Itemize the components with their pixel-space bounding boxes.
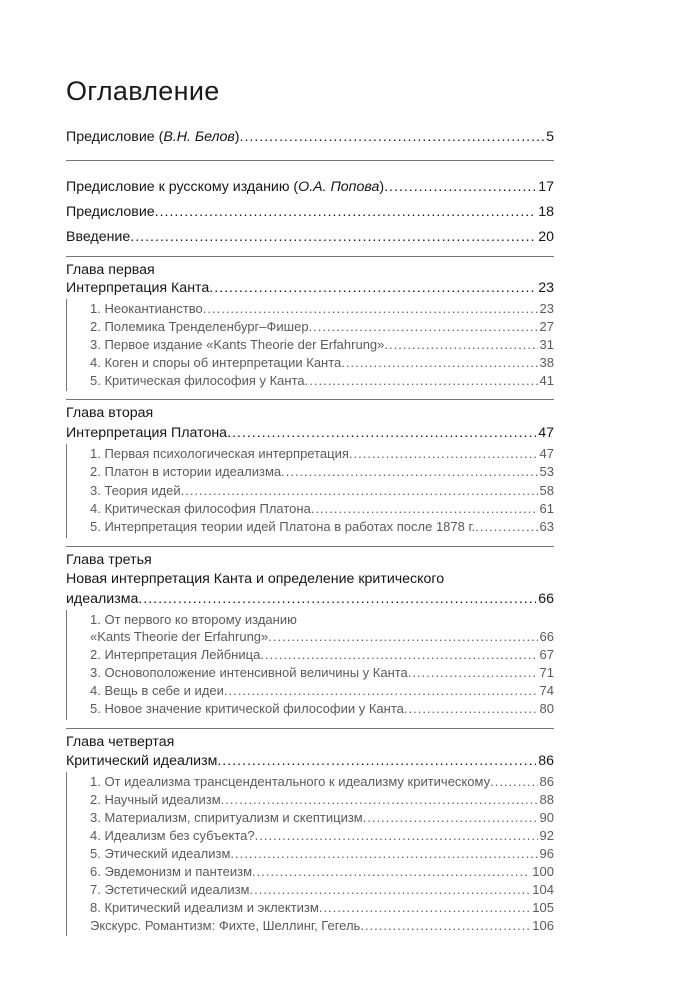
entry-text: Предисловие (В.Н. Белов) bbox=[66, 129, 240, 145]
page-number: 86 bbox=[538, 753, 554, 769]
toc-section[interactable]: 4. Критическая философия Платона ..... 61 bbox=[90, 501, 554, 516]
toc-entry-introduction[interactable] bbox=[66, 229, 554, 245]
chapter-label: Глава четвертая bbox=[66, 734, 175, 750]
toc-section[interactable]: 2. Полемика Тренделенбург–Фишер ..... 27 bbox=[90, 319, 554, 334]
toc-entry-preface[interactable] bbox=[66, 204, 554, 220]
toc-section[interactable]: 4. Коген и споры об интерпретации Канта ..... 38 bbox=[90, 355, 554, 370]
entry-text: Интерпретация Канта bbox=[66, 280, 210, 296]
toc-section[interactable]: 3. Первое издание «Kants Theorie der Erfahrung» ..... 31 bbox=[90, 337, 554, 352]
leader-dots bbox=[138, 591, 536, 607]
toc-section[interactable]: 3. Материализм, спиритуализм и скептицизм ..... 90 bbox=[90, 810, 554, 825]
entry-text: Предисловие к русскому изданию (О.А. Попова) bbox=[66, 179, 385, 195]
section-bar bbox=[66, 772, 67, 936]
toc-section[interactable]: 7. Эстетический идеализм ..... 104 bbox=[90, 882, 554, 897]
leader-dots bbox=[217, 753, 536, 769]
leader-dots bbox=[227, 425, 536, 441]
toc-section[interactable]: 6. Эвдемонизм и пантеизм ..... 100 bbox=[90, 864, 554, 879]
toc-section[interactable]: 2. Интерпретация Лейбница ..... 67 bbox=[90, 647, 554, 662]
leader-dots bbox=[130, 229, 536, 245]
toc-section[interactable]: «Kants Theorie der Erfahrung» ..... 66 bbox=[90, 629, 554, 644]
divider bbox=[66, 399, 554, 400]
toc-section[interactable]: 1. Первая психологическая интерпретация ..... 47 bbox=[90, 446, 554, 461]
section-bar bbox=[66, 610, 67, 720]
page-number: 47 bbox=[538, 425, 554, 441]
entry-text: Интерпретация Платона bbox=[66, 425, 228, 441]
toc-section[interactable]: 3. Основоположение интенсивной величины у Канта ..... 71 bbox=[90, 665, 554, 680]
page-number: 66 bbox=[538, 591, 554, 607]
entry-text: Введение bbox=[66, 229, 131, 245]
leader-dots bbox=[384, 179, 536, 195]
chapter-title-line1[interactable]: Новая интерпретация Канта и определение критического bbox=[66, 571, 445, 587]
toc-section[interactable]: 5. Этический идеализм ..... 96 bbox=[90, 846, 554, 861]
toc-section[interactable]: 4. Вещь в себе и идеи ..... 74 bbox=[90, 683, 554, 698]
page-number: 18 bbox=[538, 204, 554, 220]
toc-section[interactable]: 5. Критическая философия у Канта ..... 41 bbox=[90, 373, 554, 388]
page-number: 23 bbox=[538, 280, 554, 296]
chapter-label: Глава первая bbox=[66, 262, 155, 278]
section-line1[interactable]: 1. От первого ко второму изданию bbox=[90, 612, 297, 627]
chapter-label: Глава вторая bbox=[66, 405, 154, 421]
entry-text: Критический идеализм bbox=[66, 753, 218, 769]
leader-dots bbox=[155, 204, 537, 220]
entry-text: Предисловие bbox=[66, 204, 155, 220]
leader-dots bbox=[209, 280, 536, 296]
toc-section[interactable]: 1. От идеализма трансцендентального к идеализму критическому ..... 86 bbox=[90, 774, 554, 789]
toc-entry-chapter-2[interactable] bbox=[66, 425, 554, 441]
toc-section[interactable]: Экскурс. Романтизм: Фихте, Шеллинг, Гегель ..... 106 bbox=[90, 918, 554, 933]
page-title: Оглавление bbox=[66, 76, 220, 106]
divider bbox=[66, 160, 554, 161]
page-number: 5 bbox=[546, 129, 554, 145]
divider bbox=[66, 546, 554, 547]
divider bbox=[66, 728, 554, 729]
entry-text: идеализма bbox=[66, 591, 139, 607]
toc-entry-chapter-4[interactable] bbox=[66, 753, 554, 769]
toc-entry-chapter-3[interactable] bbox=[66, 591, 554, 607]
toc-section[interactable]: 4. Идеализм без субъекта? ..... 92 bbox=[90, 828, 554, 843]
section-bar bbox=[66, 444, 67, 538]
page-number: 17 bbox=[538, 179, 554, 195]
section-bar bbox=[66, 299, 67, 391]
toc-entry-chapter-1[interactable] bbox=[66, 280, 554, 296]
divider bbox=[66, 256, 554, 257]
toc-entry-preface-belov[interactable] bbox=[66, 129, 554, 145]
chapter-label: Глава третья bbox=[66, 552, 152, 568]
page-number: 20 bbox=[538, 229, 554, 245]
toc-entry-preface-russian[interactable] bbox=[66, 179, 554, 195]
toc-section[interactable]: 5. Новое значение критической философии у Канта ..... 80 bbox=[90, 701, 554, 716]
toc-section[interactable]: 2. Научный идеализм ..... 88 bbox=[90, 792, 554, 807]
toc-section[interactable]: 8. Критический идеализм и эклектизм ..... 105 bbox=[90, 900, 554, 915]
leader-dots bbox=[240, 129, 545, 145]
toc-section[interactable]: 5. Интерпретация теории идей Платона в работах после 1878 г. ..... 63 bbox=[90, 519, 554, 534]
toc-section[interactable]: 2. Платон в истории идеализма ..... 53 bbox=[90, 464, 554, 479]
toc-section[interactable]: 1. Неокантианство ..... 23 bbox=[90, 301, 554, 316]
toc-section[interactable]: 3. Теория идей ..... 58 bbox=[90, 483, 554, 498]
